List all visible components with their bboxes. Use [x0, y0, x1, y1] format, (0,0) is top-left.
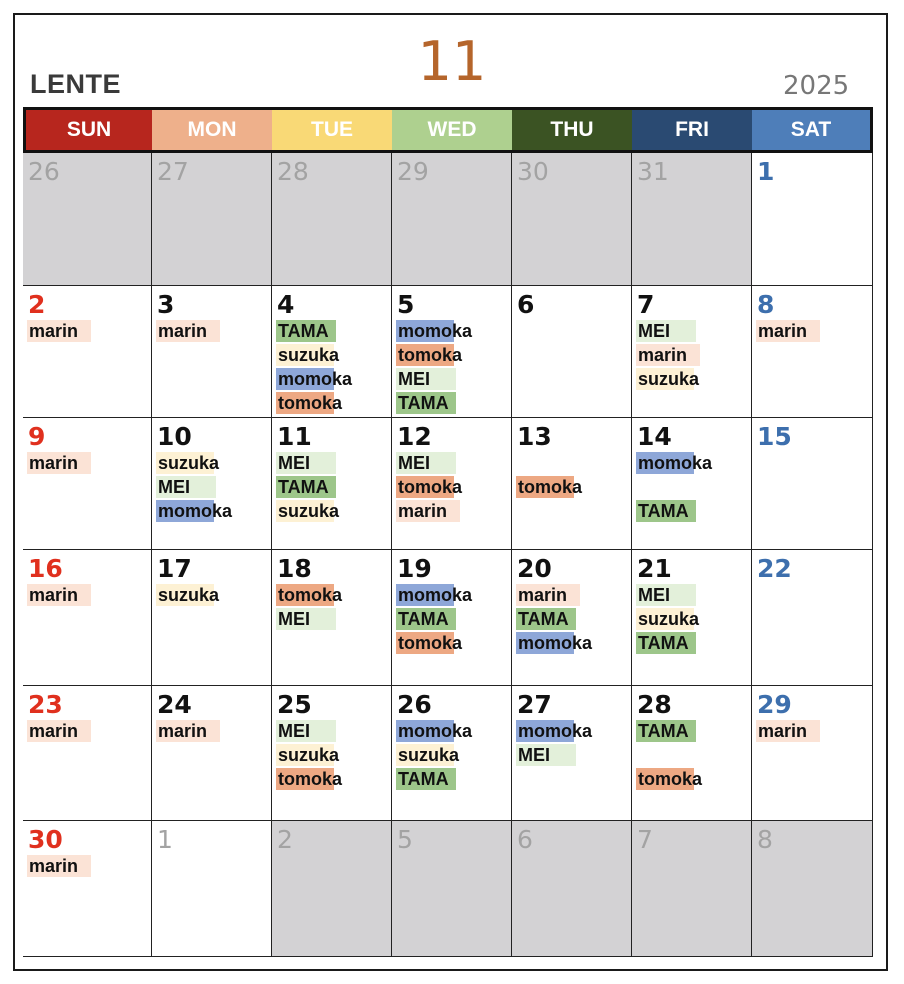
day-number: 5 — [397, 290, 415, 319]
weekday-sun: SUN — [26, 110, 152, 150]
event-label: MEI — [398, 369, 431, 389]
day-cell[interactable] — [512, 418, 632, 550]
day-cell[interactable] — [23, 550, 152, 686]
day-number: 8 — [757, 290, 775, 319]
event-suzuka[interactable] — [276, 744, 339, 766]
day-cell[interactable] — [512, 153, 632, 286]
event-mei[interactable] — [396, 368, 430, 390]
day-number: 2 — [28, 290, 46, 319]
event-tama[interactable] — [396, 392, 449, 414]
day-number: 1 — [757, 157, 775, 186]
event-tomoka[interactable] — [396, 632, 462, 654]
weekday-tue: TUE — [272, 110, 392, 150]
event-label: TAMA — [638, 721, 689, 741]
brand-title: LENTE — [30, 69, 122, 99]
day-cell[interactable] — [512, 821, 632, 957]
day-number: 21 — [637, 554, 672, 583]
day-cell[interactable] — [272, 550, 392, 686]
event-label: suzuka — [638, 369, 700, 389]
event-mei[interactable] — [276, 720, 310, 742]
event-label: tomoka — [398, 633, 463, 653]
event-momoka[interactable] — [396, 320, 472, 342]
day-number: 28 — [637, 690, 672, 719]
event-label: marin — [158, 321, 208, 341]
year-label: 2025 — [783, 71, 850, 101]
day-cell[interactable] — [632, 550, 752, 686]
weekday-header-row — [23, 107, 873, 153]
event-tama[interactable] — [636, 500, 689, 522]
day-number: 7 — [637, 290, 655, 319]
day-number: 18 — [277, 554, 312, 583]
event-suzuka[interactable] — [396, 744, 459, 766]
event-mei[interactable] — [276, 452, 310, 474]
event-momoka[interactable] — [516, 720, 592, 742]
day-cell[interactable] — [23, 821, 152, 957]
event-marin[interactable] — [27, 452, 78, 474]
day-number: 2 — [277, 825, 293, 854]
day-cell[interactable] — [752, 418, 873, 550]
event-momoka[interactable] — [276, 368, 352, 390]
event-mei[interactable] — [396, 452, 430, 474]
day-cell[interactable] — [23, 286, 152, 418]
event-marin[interactable] — [156, 320, 207, 342]
event-label: TAMA — [638, 501, 689, 521]
event-label: suzuka — [158, 585, 220, 605]
day-cell[interactable] — [512, 286, 632, 418]
day-number: 8 — [757, 825, 773, 854]
day-cell[interactable] — [392, 153, 512, 286]
day-cell[interactable] — [392, 686, 512, 821]
event-label: TAMA — [278, 321, 329, 341]
day-cell[interactable] — [152, 821, 272, 957]
event-label: tomoka — [398, 345, 463, 365]
event-marin[interactable] — [396, 500, 447, 522]
event-marin[interactable] — [27, 855, 78, 877]
day-cell[interactable] — [632, 286, 752, 418]
day-number: 29 — [757, 690, 792, 719]
event-label: momoka — [638, 453, 713, 473]
event-tama[interactable] — [636, 720, 689, 742]
day-cell[interactable] — [512, 550, 632, 686]
event-tomoka[interactable] — [516, 476, 582, 498]
event-suzuka[interactable] — [156, 452, 219, 474]
event-tama[interactable] — [516, 608, 569, 630]
day-number: 20 — [517, 554, 552, 583]
day-cell[interactable] — [23, 418, 152, 550]
day-number: 13 — [517, 422, 552, 451]
event-label: marin — [518, 585, 568, 605]
day-cell[interactable] — [272, 821, 392, 957]
event-label: tomoka — [278, 769, 343, 789]
event-marin[interactable] — [156, 720, 207, 742]
event-mei[interactable] — [636, 320, 670, 342]
weekday-fri: FRI — [632, 110, 752, 150]
day-number: 7 — [637, 825, 653, 854]
day-cell[interactable] — [632, 821, 752, 957]
event-tomoka[interactable] — [636, 768, 702, 790]
event-label: TAMA — [398, 609, 449, 629]
event-label: MEI — [638, 321, 671, 341]
day-number: 9 — [28, 422, 46, 451]
event-label: MEI — [638, 585, 671, 605]
event-label: marin — [758, 321, 808, 341]
day-cell[interactable] — [152, 153, 272, 286]
event-tama[interactable] — [276, 476, 329, 498]
event-label: marin — [29, 721, 79, 741]
event-label: suzuka — [278, 501, 340, 521]
event-marin[interactable] — [516, 584, 567, 606]
day-number: 14 — [637, 422, 672, 451]
day-cell[interactable] — [752, 286, 873, 418]
event-label: MEI — [158, 477, 191, 497]
day-cell[interactable] — [152, 286, 272, 418]
day-number: 23 — [28, 690, 63, 719]
weekday-wed: WED — [392, 110, 512, 150]
event-label: marin — [638, 345, 688, 365]
event-tomoka[interactable] — [396, 344, 462, 366]
event-label: tomoka — [638, 769, 703, 789]
event-tama[interactable] — [636, 632, 689, 654]
day-cell[interactable] — [272, 286, 392, 418]
event-mei[interactable] — [636, 584, 670, 606]
day-cell[interactable] — [752, 821, 873, 957]
event-momoka[interactable] — [156, 500, 232, 522]
day-number: 31 — [637, 157, 669, 186]
event-momoka[interactable] — [516, 632, 592, 654]
day-number: 4 — [277, 290, 295, 319]
weekday-thu: THU — [512, 110, 632, 150]
event-tama[interactable] — [276, 320, 329, 342]
weekday-mon: MON — [152, 110, 272, 150]
event-label: marin — [29, 321, 79, 341]
event-label: momoka — [398, 721, 473, 741]
event-label: marin — [29, 856, 79, 876]
event-marin[interactable] — [27, 720, 78, 742]
day-cell[interactable] — [272, 153, 392, 286]
event-tomoka[interactable] — [276, 584, 342, 606]
day-cell[interactable] — [632, 153, 752, 286]
day-number: 26 — [28, 157, 60, 186]
event-mei[interactable] — [276, 608, 310, 630]
event-marin[interactable] — [636, 344, 687, 366]
day-number: 12 — [397, 422, 432, 451]
month-title: 11 — [417, 30, 487, 93]
event-tomoka[interactable] — [276, 392, 342, 414]
event-label: TAMA — [398, 769, 449, 789]
event-label: suzuka — [278, 745, 340, 765]
day-cell[interactable] — [23, 153, 152, 286]
day-cell[interactable] — [152, 686, 272, 821]
event-suzuka[interactable] — [636, 608, 699, 630]
event-label: TAMA — [398, 393, 449, 413]
event-label: MEI — [398, 453, 431, 473]
day-number: 27 — [517, 690, 552, 719]
calendar-grid — [23, 107, 873, 957]
day-number: 6 — [517, 825, 533, 854]
event-label: momoka — [518, 633, 593, 653]
event-tama[interactable] — [396, 608, 449, 630]
day-cell[interactable] — [752, 550, 873, 686]
event-label: marin — [29, 453, 79, 473]
day-cell[interactable] — [632, 418, 752, 550]
event-mei[interactable] — [516, 744, 550, 766]
event-tomoka[interactable] — [396, 476, 462, 498]
event-label: MEI — [278, 721, 311, 741]
event-label: tomoka — [278, 585, 343, 605]
day-number: 27 — [157, 157, 189, 186]
event-label: suzuka — [398, 745, 460, 765]
event-label: suzuka — [278, 345, 340, 365]
event-label: momoka — [518, 721, 593, 741]
day-cell[interactable] — [272, 686, 392, 821]
event-marin[interactable] — [27, 584, 78, 606]
event-label: tomoka — [398, 477, 463, 497]
day-cell[interactable] — [392, 821, 512, 957]
event-suzuka[interactable] — [156, 584, 219, 606]
day-number: 30 — [517, 157, 549, 186]
day-cell[interactable] — [152, 418, 272, 550]
event-suzuka[interactable] — [276, 500, 339, 522]
event-label: suzuka — [638, 609, 700, 629]
event-label: marin — [758, 721, 808, 741]
event-momoka[interactable] — [396, 584, 472, 606]
event-marin[interactable] — [756, 320, 807, 342]
event-marin[interactable] — [27, 320, 78, 342]
day-number: 10 — [157, 422, 192, 451]
day-cell[interactable] — [512, 686, 632, 821]
event-marin[interactable] — [756, 720, 807, 742]
day-number: 6 — [517, 290, 535, 319]
event-label: momoka — [398, 321, 473, 341]
event-label: momoka — [398, 585, 473, 605]
event-label: marin — [158, 721, 208, 741]
day-number: 26 — [397, 690, 432, 719]
event-momoka[interactable] — [396, 720, 472, 742]
event-label: TAMA — [518, 609, 569, 629]
day-number: 1 — [157, 825, 173, 854]
event-label: marin — [398, 501, 448, 521]
event-suzuka[interactable] — [276, 344, 339, 366]
event-label: MEI — [278, 609, 311, 629]
event-label: TAMA — [278, 477, 329, 497]
day-number: 16 — [28, 554, 63, 583]
day-number: 28 — [277, 157, 309, 186]
event-label: marin — [29, 585, 79, 605]
event-tama[interactable] — [396, 768, 449, 790]
day-number: 19 — [397, 554, 432, 583]
weekday-sat: SAT — [752, 110, 870, 150]
day-number: 22 — [757, 554, 792, 583]
day-number: 29 — [397, 157, 429, 186]
day-number: 15 — [757, 422, 792, 451]
day-cell[interactable] — [392, 550, 512, 686]
event-label: momoka — [158, 501, 233, 521]
day-number: 17 — [157, 554, 192, 583]
event-tomoka[interactable] — [276, 768, 342, 790]
day-number: 3 — [157, 290, 175, 319]
event-label: MEI — [278, 453, 311, 473]
event-momoka[interactable] — [636, 452, 712, 474]
day-number: 25 — [277, 690, 312, 719]
day-cell[interactable] — [152, 550, 272, 686]
event-mei[interactable] — [156, 476, 190, 498]
event-suzuka[interactable] — [636, 368, 699, 390]
event-label: MEI — [518, 745, 551, 765]
day-cell[interactable] — [752, 153, 873, 286]
event-label: momoka — [278, 369, 353, 389]
event-label: TAMA — [638, 633, 689, 653]
day-cell[interactable] — [272, 418, 392, 550]
event-label: suzuka — [158, 453, 220, 473]
day-number: 5 — [397, 825, 413, 854]
day-number: 11 — [277, 422, 312, 451]
event-label: tomoka — [278, 393, 343, 413]
day-cell[interactable] — [23, 686, 152, 821]
day-cell[interactable] — [392, 286, 512, 418]
day-cell[interactable] — [752, 686, 873, 821]
event-label: tomoka — [518, 477, 583, 497]
day-cell[interactable] — [632, 686, 752, 821]
day-number: 24 — [157, 690, 192, 719]
day-number: 30 — [28, 825, 63, 854]
day-cell[interactable] — [392, 418, 512, 550]
